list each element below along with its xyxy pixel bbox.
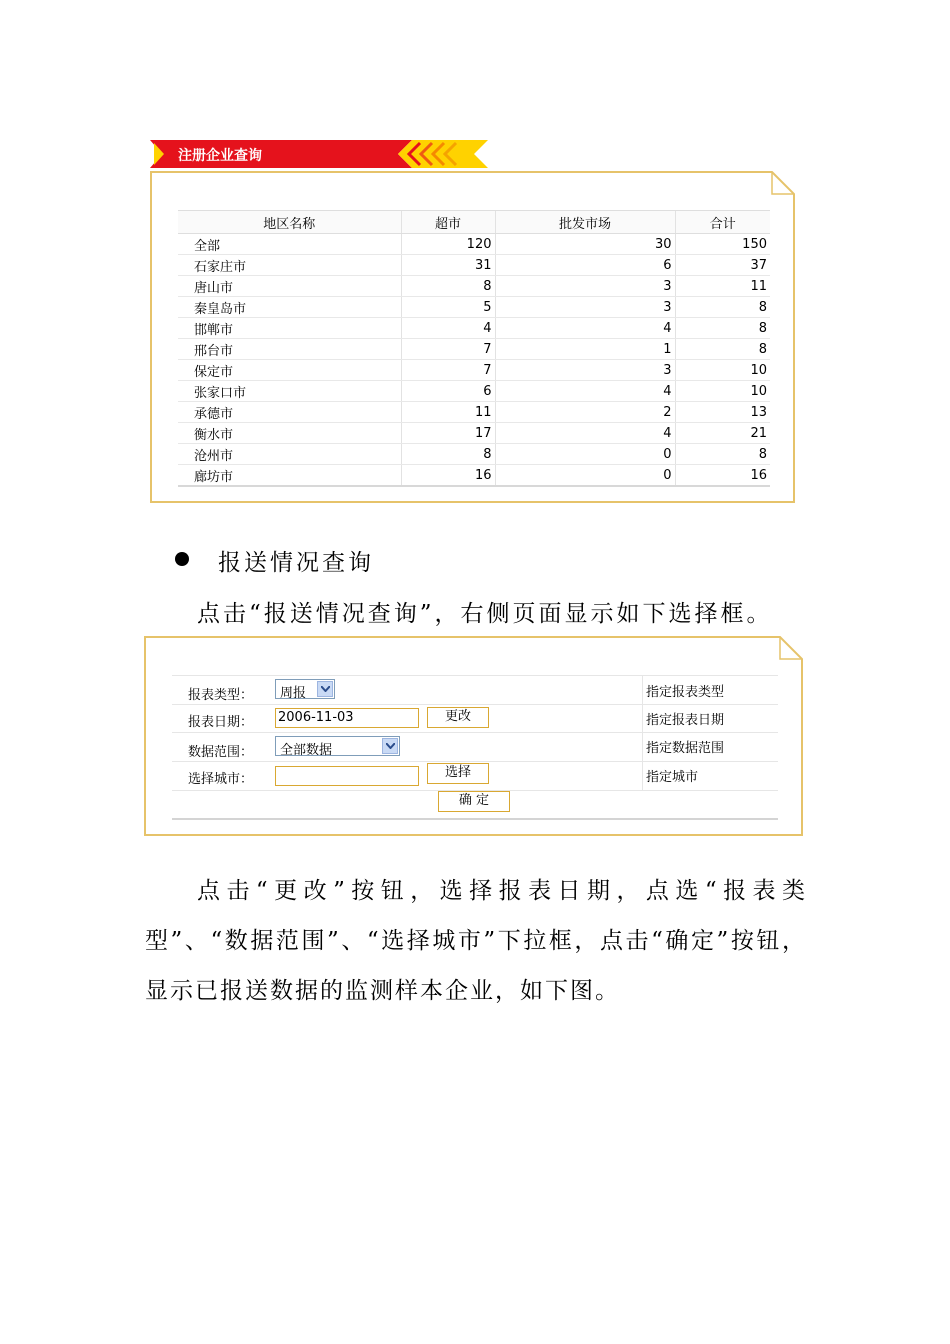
table-row — [178, 297, 770, 318]
total-cell: 21 — [675, 423, 770, 444]
column-header: 合计 — [675, 211, 770, 234]
total-cell: 10 — [675, 360, 770, 381]
wholesale-cell: 3 — [495, 297, 675, 318]
change-button[interactable]: 更改 — [427, 707, 489, 728]
total-cell: 10 — [675, 381, 770, 402]
report-type-hint: 指定报表类型 — [646, 685, 725, 700]
column-header: 超市 — [401, 211, 495, 234]
table-row — [178, 465, 770, 487]
supermarket-cell: 11 — [401, 402, 495, 423]
table-row — [178, 360, 770, 381]
city-label: 选择城市： — [188, 772, 254, 787]
total-cell: 8 — [675, 339, 770, 360]
report-type-value: 周报 — [280, 686, 307, 701]
column-header: 批发市场 — [495, 211, 675, 234]
supermarket-cell: 8 — [401, 276, 495, 297]
form-row-data-scope — [172, 732, 778, 762]
total-cell: 8 — [675, 444, 770, 465]
total-cell: 150 — [675, 234, 770, 255]
table-row — [178, 234, 770, 255]
region-cell: 张家口市 — [178, 381, 401, 402]
supermarket-cell: 120 — [401, 234, 495, 255]
wholesale-cell: 4 — [495, 423, 675, 444]
report-type-select[interactable] — [275, 679, 335, 699]
supermarket-cell: 17 — [401, 423, 495, 444]
table-row — [178, 381, 770, 402]
report-date-hint: 指定报表日期 — [646, 713, 725, 728]
instruction-paragraph: 点击“更改”按钮，选择报表日期，点选“报表类型”、“数据范围”、“选择城市”下拉框，点击“确定”按钮，显示已报送数据的监测样本企业，如下图。 — [145, 878, 807, 1004]
region-cell: 廊坊市 — [178, 465, 401, 487]
data-scope-hint: 指定数据范围 — [646, 741, 725, 756]
report-form — [172, 675, 778, 820]
city-field[interactable] — [275, 766, 419, 786]
report-type-label: 报表类型： — [188, 688, 254, 703]
region-cell: 秦皇岛市 — [178, 297, 401, 318]
supermarket-cell: 6 — [401, 381, 495, 402]
supermarket-cell: 31 — [401, 255, 495, 276]
chevron-down-icon[interactable] — [317, 681, 333, 697]
region-cell: 全部 — [178, 234, 401, 255]
region-cell: 石家庄市 — [178, 255, 401, 276]
form-row-report-date — [172, 704, 778, 733]
registered-enterprise-table — [178, 210, 770, 487]
total-cell: 37 — [675, 255, 770, 276]
form-row-report-type — [172, 676, 778, 705]
supermarket-cell: 7 — [401, 360, 495, 381]
total-cell: 8 — [675, 318, 770, 339]
region-cell: 保定市 — [178, 360, 401, 381]
table-header-row — [178, 211, 770, 234]
wholesale-cell: 6 — [495, 255, 675, 276]
supermarket-cell: 7 — [401, 339, 495, 360]
region-cell: 邯郸市 — [178, 318, 401, 339]
intro-paragraph: 点击“报送情况查询”，右侧页面显示如下选择框。 — [197, 601, 773, 627]
wholesale-cell: 1 — [495, 339, 675, 360]
region-cell: 邢台市 — [178, 339, 401, 360]
report-date-field[interactable]: 2006-11-03 — [275, 708, 419, 728]
data-scope-select[interactable] — [275, 736, 400, 756]
data-scope-label: 数据范围： — [188, 745, 254, 760]
supermarket-cell: 8 — [401, 444, 495, 465]
city-hint: 指定城市 — [646, 770, 699, 785]
wholesale-cell: 4 — [495, 381, 675, 402]
table-row — [178, 444, 770, 465]
table-row — [178, 339, 770, 360]
region-cell: 沧州市 — [178, 444, 401, 465]
table-row — [178, 318, 770, 339]
supermarket-cell: 5 — [401, 297, 495, 318]
table-row — [178, 276, 770, 297]
form-row-city — [172, 761, 778, 791]
total-cell: 8 — [675, 297, 770, 318]
wholesale-cell: 3 — [495, 276, 675, 297]
confirm-button[interactable]: 确 定 — [438, 791, 510, 812]
supermarket-cell: 4 — [401, 318, 495, 339]
wholesale-cell: 0 — [495, 465, 675, 487]
region-cell: 承德市 — [178, 402, 401, 423]
report-date-label: 报表日期： — [188, 715, 254, 730]
column-header: 地区名称 — [178, 211, 401, 234]
wholesale-cell: 4 — [495, 318, 675, 339]
wholesale-cell: 30 — [495, 234, 675, 255]
region-cell: 衡水市 — [178, 423, 401, 444]
wholesale-cell: 2 — [495, 402, 675, 423]
wholesale-cell: 3 — [495, 360, 675, 381]
table-row — [178, 423, 770, 444]
total-cell: 13 — [675, 402, 770, 423]
chevron-down-icon[interactable] — [382, 738, 398, 754]
table-row — [178, 255, 770, 276]
banner-title: 注册企业查询 — [178, 148, 262, 164]
supermarket-cell: 16 — [401, 465, 495, 487]
panel-banner — [150, 140, 488, 168]
total-cell: 11 — [675, 276, 770, 297]
choose-city-button[interactable]: 选择 — [427, 763, 489, 784]
region-cell: 唐山市 — [178, 276, 401, 297]
bullet-dot — [175, 552, 189, 566]
wholesale-cell: 0 — [495, 444, 675, 465]
table-row — [178, 402, 770, 423]
section-heading: 报送情况查询 — [218, 550, 374, 576]
data-scope-value: 全部数据 — [280, 743, 333, 758]
total-cell: 16 — [675, 465, 770, 487]
